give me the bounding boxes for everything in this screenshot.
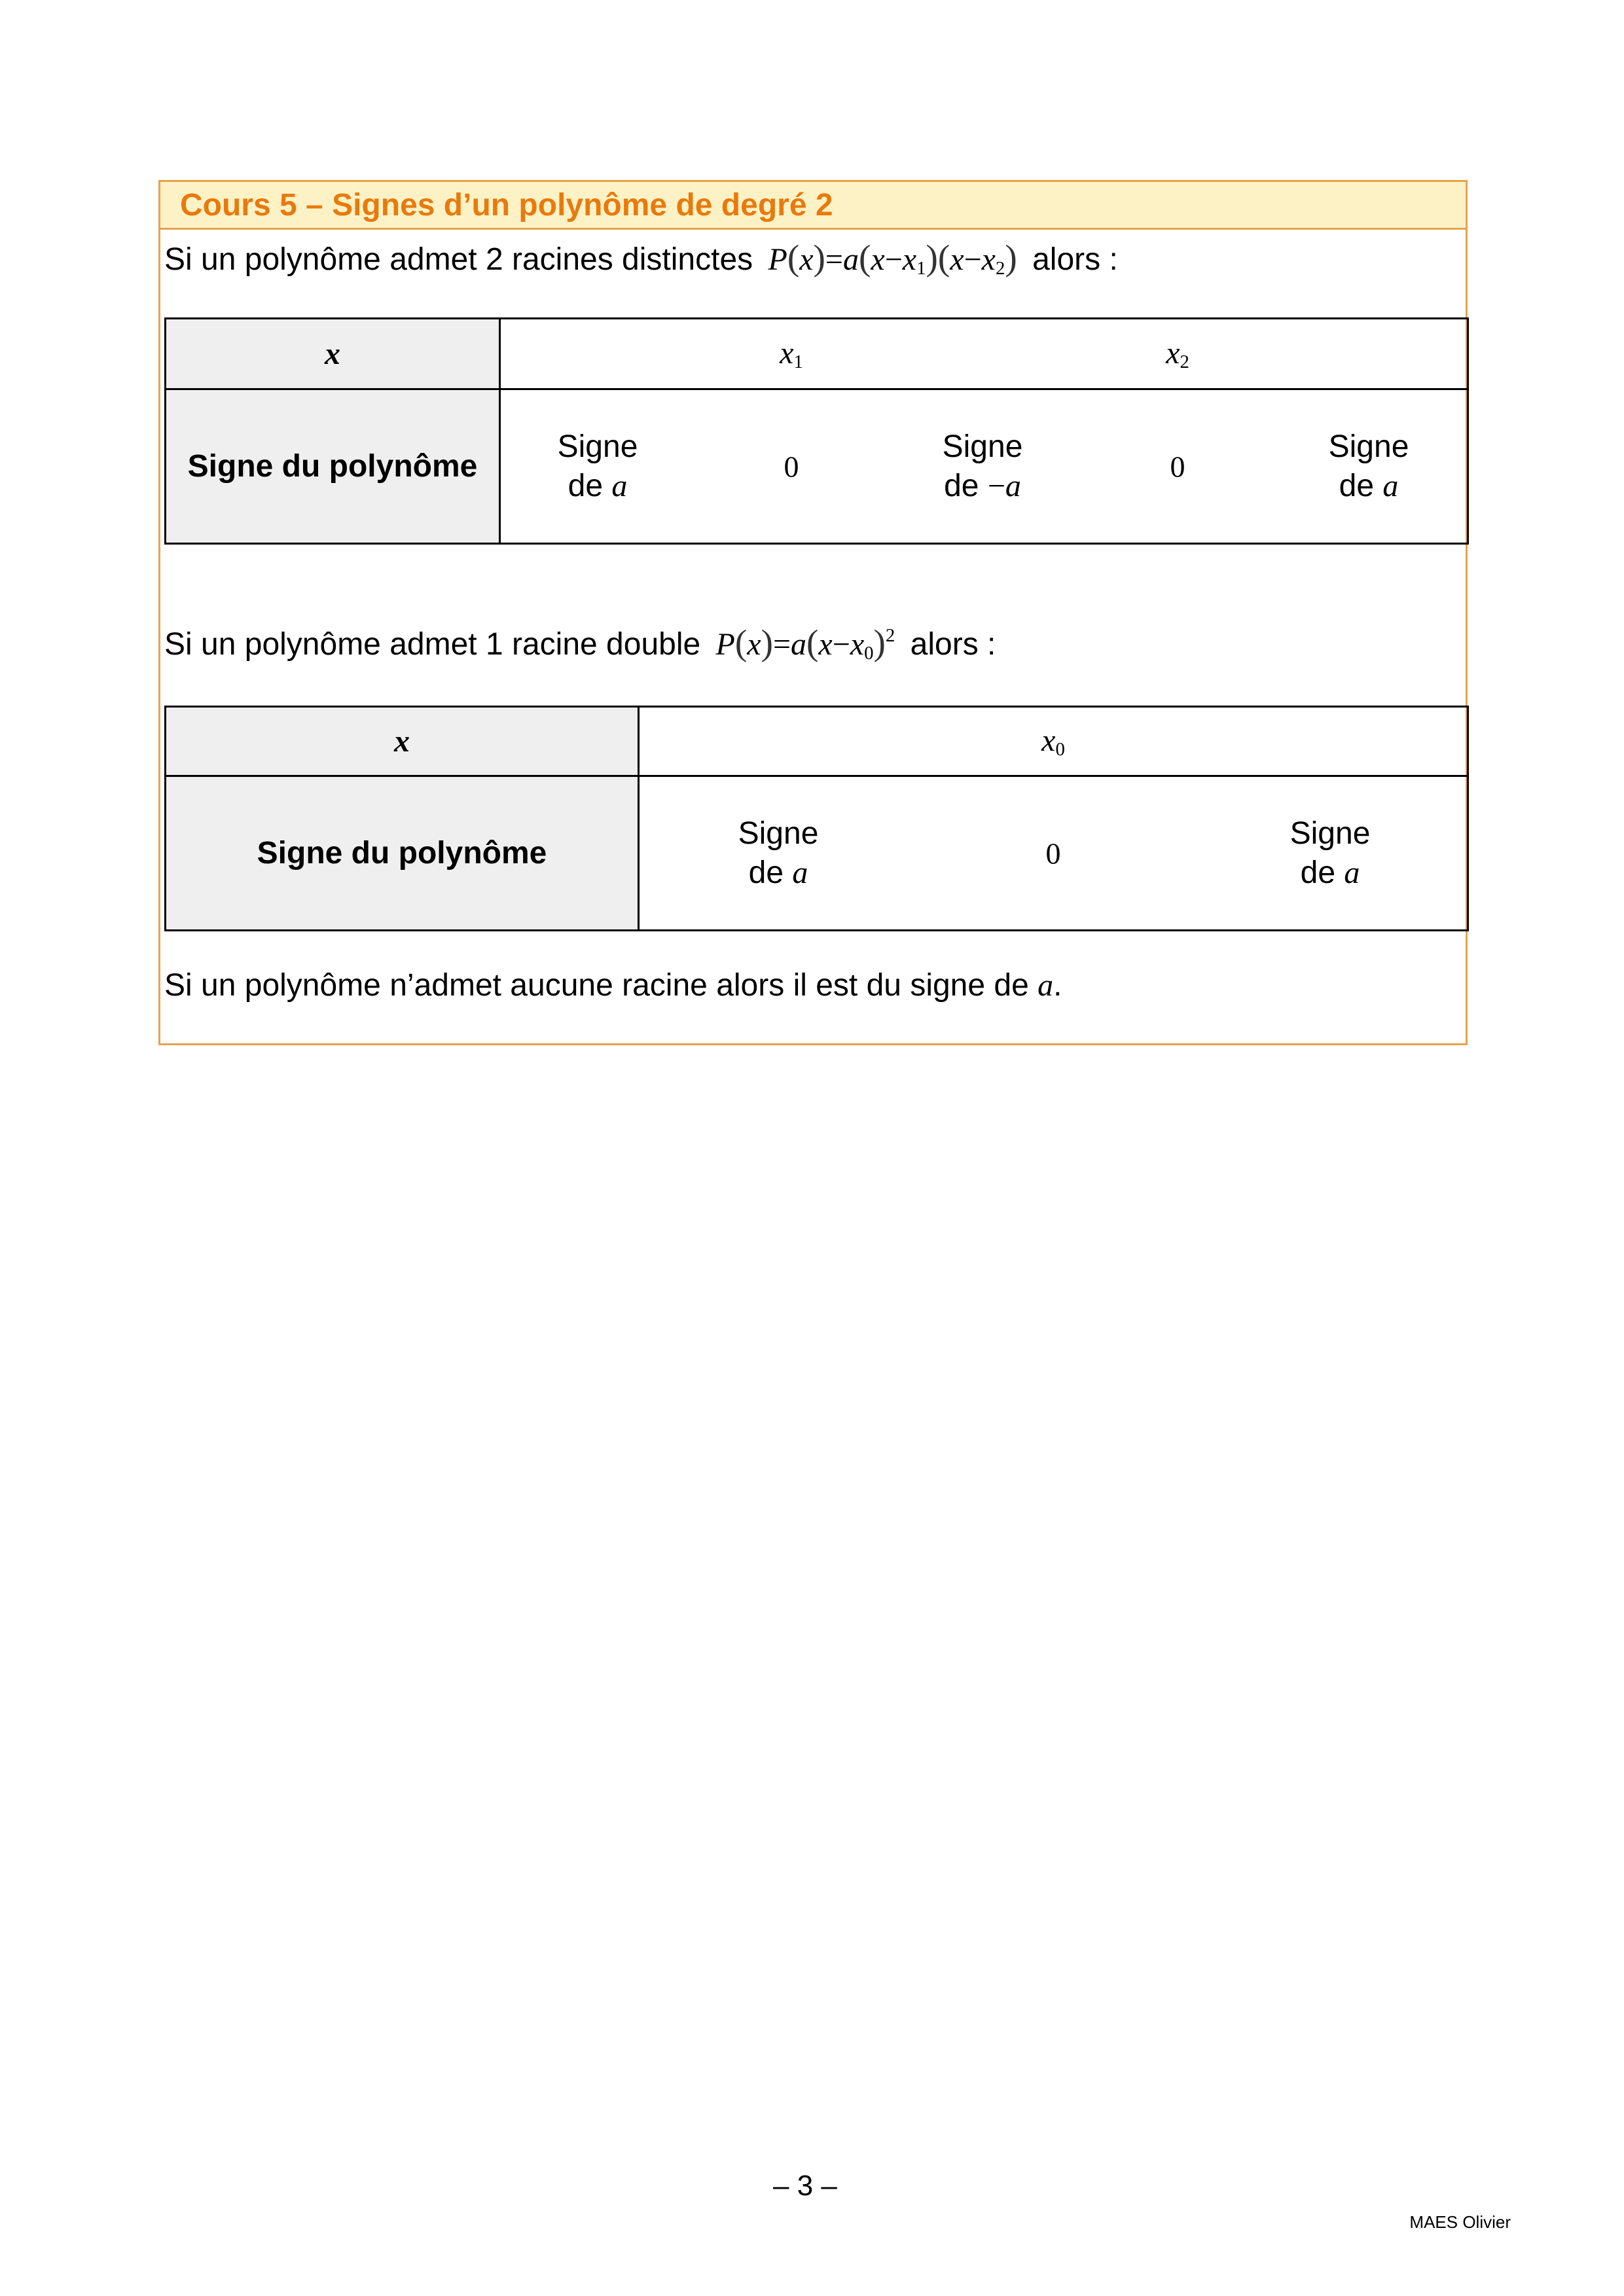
root-x2: $x_2$: [1166, 335, 1189, 372]
root-x1: $x_1$: [780, 335, 803, 372]
paragraph-two-roots-text: Si un polynôme admet 2 racines distinctes: [164, 242, 753, 277]
row-label-sign: Signe du polynôme: [166, 776, 639, 931]
paragraph-double-root-text: Si un polynôme admet 1 racine double: [164, 627, 701, 662]
variable-a: a: [1038, 968, 1054, 1003]
sign-a-left: Signe de a: [557, 429, 638, 503]
sign-minus-a: Signe de −a: [942, 429, 1023, 503]
sign-table-two-roots: [164, 317, 1469, 545]
cours-title: Cours 5 – Signes d’un polynôme de degré 2: [180, 188, 833, 223]
sign-values-row: [639, 776, 1468, 931]
sign-a-right: Signe de a: [1290, 816, 1371, 890]
row-label-sign: Signe du polynôme: [166, 389, 500, 544]
header-x: x: [166, 707, 639, 776]
formula-two-roots: $P(x)=a(x-x_1)(x-x_2)$: [768, 238, 1017, 279]
zero-x0: 0: [1045, 836, 1061, 870]
sign-a-left: Signe de a: [738, 816, 819, 890]
x-values-row: [500, 319, 1468, 389]
x-values-row: [639, 707, 1468, 776]
paragraph-two-roots-outro: alors :: [1032, 242, 1118, 277]
zero-x2: 0: [1170, 449, 1185, 483]
zero-x1: 0: [784, 449, 799, 483]
sign-a-right: Signe de a: [1328, 429, 1409, 503]
cours-header: [160, 182, 1466, 230]
sign-values-row: [500, 389, 1468, 544]
sign-table-double-root: [164, 706, 1469, 931]
paragraph-no-root-text: Si un polynôme n’admet aucune racine alors il est du signe de: [164, 968, 1029, 1003]
paragraph-double-root: [164, 622, 996, 664]
author-name: MAES Olivier: [1409, 2212, 1511, 2232]
paragraph-no-root: Si un polynôme n’admet aucune racine alors il est du signe de a.: [164, 968, 1062, 1003]
header-x: x: [166, 319, 500, 389]
paragraph-double-root-outro: alors :: [910, 627, 996, 662]
cours-box: [158, 180, 1468, 1045]
root-x0: $x_0$: [1041, 723, 1065, 760]
page-number: – 3 –: [773, 2170, 837, 2202]
paragraph-two-roots: [164, 237, 1118, 279]
formula-double-root: $P(x)=a(x-x_0)^2$: [715, 622, 895, 664]
